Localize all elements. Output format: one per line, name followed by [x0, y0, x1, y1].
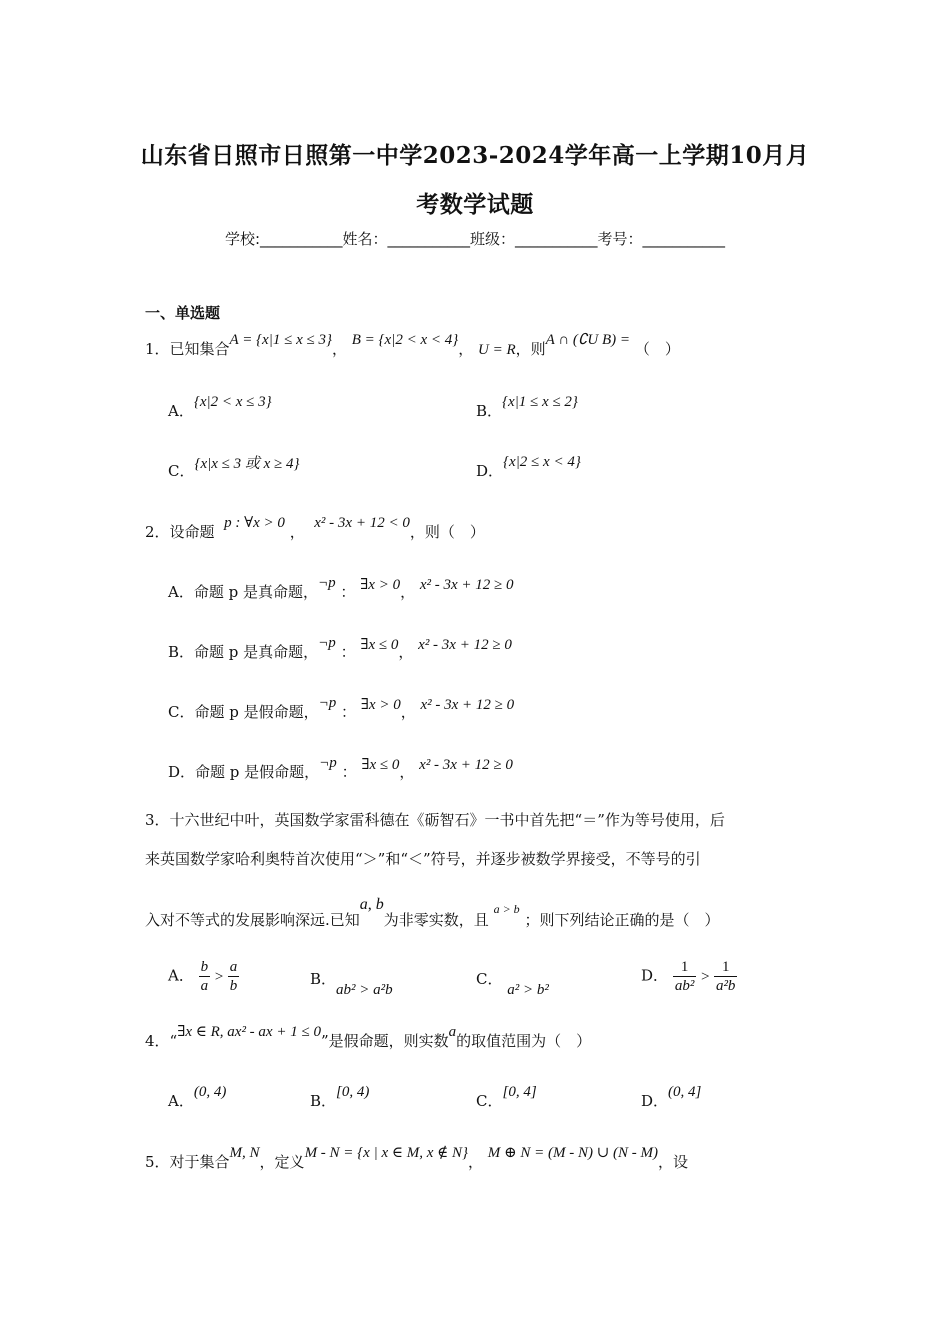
option-label: C．: [168, 462, 195, 480]
inequality: x² - 3x + 12 ≥ 0: [420, 697, 515, 713]
option-label: A．: [168, 1092, 194, 1110]
q4-option-c: [476, 1084, 537, 1111]
q3-line-2: 来英国数学家哈利奥特首次使用“＞”和“＜”符号，并逐步被数学界接受，不等号的引: [145, 850, 701, 868]
quantifier: ∃x > 0: [360, 577, 401, 593]
q4-expression: ∃x ∈ R, ax² - ax + 1 ≤ 0: [177, 1024, 321, 1040]
option-text: {x|2 < x ≤ 3}: [193, 394, 272, 410]
option-label: D．命题 p 是假命题，: [168, 763, 320, 781]
q3-text: ；则下列结论正确的是（ ）: [524, 911, 720, 929]
q1-option-a: [168, 394, 272, 421]
q5-prefix: 5．对于集合: [145, 1153, 230, 1171]
option-label: B．: [310, 970, 337, 988]
q1-then: ，则: [515, 340, 546, 358]
option-label: D．: [641, 966, 669, 985]
q3-line-1: 3．十六世纪中叶，英国数学家雷科德在《砺智石》一书中首先把“＝”作为等号使用，后: [145, 811, 725, 829]
q1-expression: A ∩ (∁U B) =: [545, 332, 631, 348]
inequality: x² - 3x + 12 ≥ 0: [418, 637, 512, 653]
option-text: [0, 4): [336, 1084, 370, 1100]
option-text: {x|1 ≤ x ≤ 2}: [502, 394, 578, 410]
q3-text: 为非零实数，且: [383, 911, 489, 929]
q5-sets: M, N: [229, 1145, 260, 1161]
q3-option-d: D． $\frac{1}{\text{ab²}}$ > $\frac{1}{\text{a²b}}$: [641, 959, 736, 994]
option-label: A．: [168, 402, 194, 420]
option-label: D．: [476, 462, 504, 480]
option-label: C．命题 p 是假命题，: [168, 703, 319, 721]
q3-line-3: [145, 896, 720, 930]
question-1: [145, 332, 680, 359]
q1-option-b: [476, 394, 578, 421]
quantifier: ∃x ≤ 0: [360, 637, 399, 653]
q5-define: ，定义: [259, 1153, 305, 1171]
question-5: [145, 1145, 689, 1172]
quantifier: ∃x ≤ 0: [361, 757, 400, 773]
quantifier: ∃x > 0: [360, 697, 401, 713]
fraction-b-over-a: $\frac{b}{a}$: [200, 959, 209, 994]
title-line-1: 山东省日照市日照第一中学2023-2024学年高一上学期10月月: [140, 142, 810, 169]
q4-option-b: [310, 1084, 370, 1111]
q4-end: 的取值范围为（ ）: [456, 1032, 592, 1050]
option-text: ab² > a²b: [336, 982, 393, 998]
q4-variable: a: [448, 1024, 457, 1040]
q5-end: ，设: [658, 1153, 689, 1171]
q1-comma: ，: [331, 340, 347, 358]
q2-then: ，则（ ）: [409, 523, 485, 541]
option-label: D．: [641, 1092, 669, 1110]
q2-option-b: B．命题 p 是真命题，¬p ： ∃x ≤ 0， x² - 3x + 12 ≥ 0: [168, 635, 512, 661]
option-text: a² > b²: [507, 982, 549, 998]
q5-difference: M - N = {x | x ∈ M, x ∉ N}: [304, 1145, 468, 1161]
option-label: C．: [476, 1092, 503, 1110]
fraction-a-over-b: $\frac{a}{b}$: [229, 959, 238, 994]
negation: ¬p: [319, 755, 337, 771]
option-label: A．命题 p 是真命题，: [168, 583, 318, 601]
q3-option-b: [310, 968, 393, 998]
q1-option-c: [168, 456, 300, 481]
q1-answer-paren: （ ）: [634, 340, 680, 358]
negation: ¬p: [318, 695, 337, 711]
q2-comma: ，: [289, 523, 305, 541]
q3-condition: a > b: [493, 902, 520, 916]
option-text: (0, 4]: [668, 1084, 702, 1100]
q4-option-d: [641, 1084, 702, 1111]
q2-option-d: D．命题 p 是假命题，¬p ： ∃x ≤ 0， x² - 3x + 12 ≥ 0: [168, 755, 513, 781]
option-label: C．: [476, 970, 503, 988]
negation: ¬p: [317, 575, 336, 591]
option-text: [0, 4]: [502, 1084, 537, 1100]
q1-set-a: A = {x|1 ≤ x ≤ 3}: [229, 332, 332, 348]
title-line-2: 考数学试题: [416, 191, 534, 218]
q5-comma: ，: [467, 1153, 483, 1171]
option-label: B．命题 p 是真命题，: [168, 643, 319, 661]
q1-option-d: [476, 454, 581, 481]
q3-option-c: [476, 968, 549, 998]
negation: ¬p: [318, 635, 336, 651]
q1-prefix: 1．已知集合: [145, 340, 230, 358]
q1-universal-set: U = R: [478, 342, 516, 358]
fraction-1-over-ab2: $\frac{1}{\text{ab²}}$: [674, 959, 695, 994]
q3-option-a: A． $\frac{b}{a}$ > $\frac{a}{b}$: [168, 959, 238, 994]
q1-set-b: B = {x|2 < x < 4}: [351, 332, 459, 348]
q1-comma: ，: [458, 340, 474, 358]
option-label: B．: [476, 402, 503, 420]
option-text: {x|2 ≤ x < 4}: [503, 454, 581, 470]
q2-proposition: p : ∀x > 0: [224, 515, 285, 531]
q4-suffix: ”是假命题，则实数: [320, 1032, 449, 1050]
option-text: {x|x ≤ 3 或 x ≥ 4}: [194, 456, 300, 472]
q4-option-a: [168, 1084, 227, 1111]
q5-symmetric-difference: M ⊕ N = (M - N) ∪ (N - M): [487, 1145, 659, 1161]
option-label: B．: [310, 1092, 337, 1110]
section-heading: 一、单选题: [145, 304, 221, 322]
student-info-line: 学校:___________姓名：___________班级：___________考号：___________: [224, 230, 726, 248]
inequality: x² - 3x + 12 ≥ 0: [419, 577, 514, 593]
q3-variables: a, b: [359, 896, 384, 913]
q2-prefix: 2．设命题: [145, 523, 215, 541]
inequality: x² - 3x + 12 ≥ 0: [419, 757, 513, 773]
question-2: [145, 515, 485, 542]
fraction-1-over-a2b: $\frac{1}{\text{a²b}}$: [715, 959, 736, 994]
q4-prefix: 4．“: [145, 1032, 178, 1050]
q2-inequality: x² - 3x + 12 < 0: [314, 515, 410, 531]
question-4: [145, 1024, 592, 1051]
q2-option-c: C．命题 p 是假命题，¬p ： ∃x > 0， x² - 3x + 12 ≥ 0: [168, 695, 515, 721]
option-text: (0, 4): [193, 1084, 227, 1100]
q3-text: 入对不等式的发展影响深远.已知: [145, 911, 360, 929]
q2-option-a: A．命题 p 是真命题，¬p ： ∃x > 0， x² - 3x + 12 ≥ 0: [168, 575, 514, 601]
option-label: A．: [168, 966, 194, 985]
